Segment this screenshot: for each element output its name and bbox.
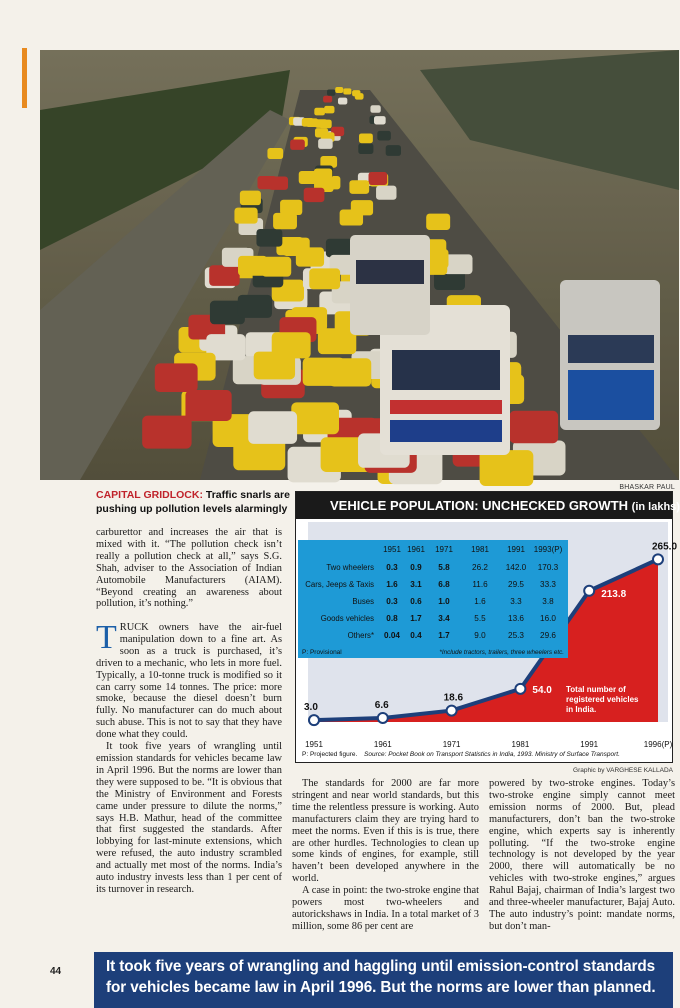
vehicle-shape (323, 96, 332, 103)
chart-source: Source: Pocket Book on Transport Statistics in India, 1993. Ministry of Surface Transport. (364, 751, 620, 758)
vehicle-shape (238, 295, 272, 318)
orange-edge-marker (22, 48, 27, 108)
table-cell: 0.6 (410, 597, 422, 606)
data-label: 213.8 (601, 588, 627, 600)
table-row-label: Buses (352, 597, 374, 606)
table-cell: 5.5 (474, 614, 486, 623)
table-cell: 142.0 (505, 563, 527, 572)
table-cell: 0.4 (410, 631, 422, 640)
vehicle-shape (142, 416, 191, 449)
data-point (584, 586, 594, 596)
data-point (378, 713, 388, 723)
vehicle-shape (351, 200, 373, 215)
column-1-body (96, 619, 282, 896)
table-cell: 9.0 (474, 631, 486, 640)
x-tick-label: 1971 (442, 740, 461, 749)
vehicle-shape (359, 133, 373, 143)
vehicle-shape (318, 139, 333, 149)
table-cell: 11.6 (472, 580, 488, 589)
vehicle-population-chart (295, 491, 680, 763)
table-cell: 0.3 (386, 597, 398, 606)
vehicle-shape (283, 238, 310, 256)
vehicle-shape (335, 87, 343, 93)
table-column-header: 1993(P) (533, 545, 563, 554)
x-tick-label: 1981 (511, 740, 530, 749)
vehicle-shape (377, 131, 391, 141)
x-tick-label: 1961 (373, 740, 392, 749)
table-cell: 1.7 (438, 631, 450, 640)
page-number: 44 (50, 966, 62, 977)
vehicle-shape (480, 450, 534, 486)
vehicle-shape (343, 88, 351, 94)
table-cell: 13.6 (508, 614, 524, 623)
chart-title-main: VEHICLE POPULATION: UNCHECKED GROWTH (330, 498, 629, 513)
vehicle-shape (314, 168, 332, 181)
paragraph: It took five years of wrangling until emission standards for vehicles became law in April 1996. But the norms are lower than they were supposed to be. “It is obvious that the Ministry of Environment and Forests came under pressure to dilute the norms,” says H.B. Mathur, head of the committee that first suggested the standards. After lobbying for last-minute extensions, which were refused, the auto industry scrambled and actually met most of the norms. India’s auto industry invests less than 1 per cent of its turnover in research. (96, 741, 282, 895)
pull-quote: It took five years of wrangling and haggling until emission-control standards for vehicles became law in April 1996. But the norms are lower than planned. (94, 952, 673, 1008)
vehicle-shape (324, 106, 334, 114)
axis-band (308, 722, 668, 738)
table-cell: 16.0 (540, 614, 556, 623)
vehicle-shape (209, 265, 239, 286)
vehicle-shape (262, 257, 291, 277)
vehicle-shape (155, 363, 198, 392)
photo-caption (96, 488, 296, 516)
table-cell: 0.3 (386, 563, 398, 572)
table-cell: 3.8 (542, 597, 554, 606)
annotation-line-1: Total number of (566, 685, 626, 694)
table-cell: 26.2 (472, 563, 488, 572)
vehicle-shape (185, 390, 231, 421)
vehicle-shape (256, 229, 282, 247)
data-point (447, 706, 457, 716)
vehicle-shape (304, 188, 325, 202)
vehicle-shape (234, 208, 257, 224)
table-cell: 0.04 (384, 631, 400, 640)
table-cell: 29.5 (508, 580, 524, 589)
vehicle-shape (358, 143, 373, 154)
data-label: 54.0 (532, 684, 552, 696)
table-cell: 1.0 (438, 597, 450, 606)
vehicle-shape (369, 172, 388, 185)
vehicle-shape (254, 352, 295, 380)
table-background (298, 540, 568, 658)
vehicle-shape (509, 411, 558, 444)
vehicle-shape (290, 140, 305, 150)
vehicle-shape (376, 186, 396, 200)
table-cell: 3.4 (438, 614, 450, 623)
table-cell: 29.6 (540, 631, 556, 640)
vehicle-shape (240, 191, 261, 206)
chart-plot (296, 492, 678, 764)
vehicle-shape (315, 128, 328, 137)
paragraph: A case in point: the two-stroke engine that powers most two-wheelers and autorickshaws in India. In a total market of 3 million, some 86 per cent are (292, 885, 479, 932)
vehicle-shape (386, 145, 401, 156)
vehicle-shape (426, 214, 450, 230)
vehicle-shape (370, 105, 380, 113)
data-point (653, 554, 663, 564)
annotation-line-3: in India. (566, 705, 597, 714)
data-point (515, 684, 525, 694)
table-cell: 0.8 (386, 614, 398, 623)
vehicle-shape (349, 180, 369, 194)
annotation-line-2: registered vehicles (566, 695, 639, 704)
vehicle-shape (280, 200, 302, 215)
vehicle-shape (329, 358, 371, 386)
paragraph: powered by two-stroke engines. Today’s two-stroke engine simply cannot meet emission norms of 2000. But, plead manufacturers, don’t ban the two-stroke engine, which experts say is inherently polluting. “If the two-stroke engine technology is not developed by the year 2000, there will automatically be no vehicles with two-stroke engines,” argues Rahul Bajaj, chairman of India’s largest two and three-wheeler manufacturer, Bajaj Auto. The auto industry’s point: mandate norms, but don’t man- (489, 778, 675, 932)
table-row-label: Goods vehicles (320, 614, 374, 623)
photo-credit: BHASKAR PAUL (619, 484, 675, 491)
table-cell: 1.6 (386, 580, 398, 589)
data-label: 265.0 (652, 541, 678, 553)
paragraph (96, 619, 282, 741)
table-cell: 6.8 (438, 580, 450, 589)
data-label: 18.6 (443, 692, 464, 704)
table-cell: 3.3 (510, 597, 522, 606)
table-note-left: P: Provisional (302, 649, 342, 656)
table-column-header: 1951 (383, 545, 401, 554)
data-label: 3.0 (304, 702, 318, 714)
table-column-header: 1981 (471, 545, 489, 554)
traffic-photo (40, 50, 679, 480)
vehicle-shape (291, 402, 339, 434)
paragraph: carburettor and increases the air that is mixed with it. “The pollution check isn’t really a pollution check at all,” says S.G. Shah, adviser to the Association of Indian Automobile Manufacturers (AIAM). “Beyond creating an awareness about pollution, it’s nothing.” (96, 527, 282, 610)
paragraph: The standards for 2000 are far more stringent and near world standards, but this time the relentless pressure is working. Auto manufacturers claim they are trying hard to meet the norms. Even if this is is true, there are other hurdles. Technologies to clean up some kinds of engines, for example, still haven’t been developed anywhere in the world. (292, 778, 479, 885)
vehicle-shape (273, 213, 297, 229)
vehicle-shape (338, 98, 347, 105)
chart-footnote: P: Projected figure. (302, 751, 358, 758)
table-cell: 3.1 (410, 580, 422, 589)
table-row-label: Cars, Jeeps & Taxis (305, 580, 374, 589)
vehicle-shape (314, 108, 325, 116)
graphic-credit: Graphic by VARGHESE KALLADA (573, 767, 673, 774)
table-row-label: Two wheelers (326, 563, 374, 572)
table-row-label: Others* (347, 631, 374, 640)
vehicle-shape (355, 93, 364, 100)
table-column-header: 1971 (435, 545, 453, 554)
data-label: 6.6 (374, 699, 389, 711)
table-cell: 33.3 (540, 580, 556, 589)
table-column-header: 1991 (507, 545, 525, 554)
vehicle-shape (269, 177, 288, 190)
table-note-right: *Include tractors, trailers, three wheelers etc. (439, 649, 564, 656)
data-point (309, 715, 319, 725)
paragraph-text: RUCK owners have the air-fuel manipulation down to a fine art. As soon as a truck is purchased, it’s driven to a mechanic, who lets in more fuel. Typically, a 10-tonne truck is modified so it can carry some 14 tonnes. The price: more smoke, because the diesel doesn’t burn fully. No manufacturer can do much about such abuse. This is not to say that they have done what they could. (96, 622, 282, 741)
column-2 (292, 778, 479, 933)
table-cell: 25.3 (508, 631, 524, 640)
drop-cap: T (96, 619, 117, 656)
caption-lead: CAPITAL GRIDLOCK: (96, 489, 203, 501)
x-tick-label: 1991 (580, 740, 599, 749)
vehicle-shape (309, 268, 340, 289)
table-cell: 5.8 (438, 563, 450, 572)
table-cell: 0.9 (410, 563, 422, 572)
x-tick-label: 1951 (305, 740, 323, 749)
vehicle-shape (320, 120, 332, 129)
vehicle-shape (267, 148, 283, 159)
x-tick-label: 1996(P) (643, 740, 673, 749)
vehicle-shape (374, 116, 386, 124)
table-column-header: 1961 (407, 545, 425, 554)
vehicle-shape (248, 411, 297, 444)
column-1-top (96, 527, 282, 610)
vehicle-shape (326, 239, 353, 257)
table-cell: 1.7 (410, 614, 422, 623)
vehicle-shape (327, 90, 335, 96)
column-3 (489, 778, 675, 933)
table-cell: 1.6 (474, 597, 486, 606)
table-cell: 170.3 (537, 563, 559, 572)
chart-title-units: (in lakhs) (631, 501, 680, 513)
caption-text: Traffic snarls are pushing up pollution levels alarmingly (96, 489, 290, 515)
